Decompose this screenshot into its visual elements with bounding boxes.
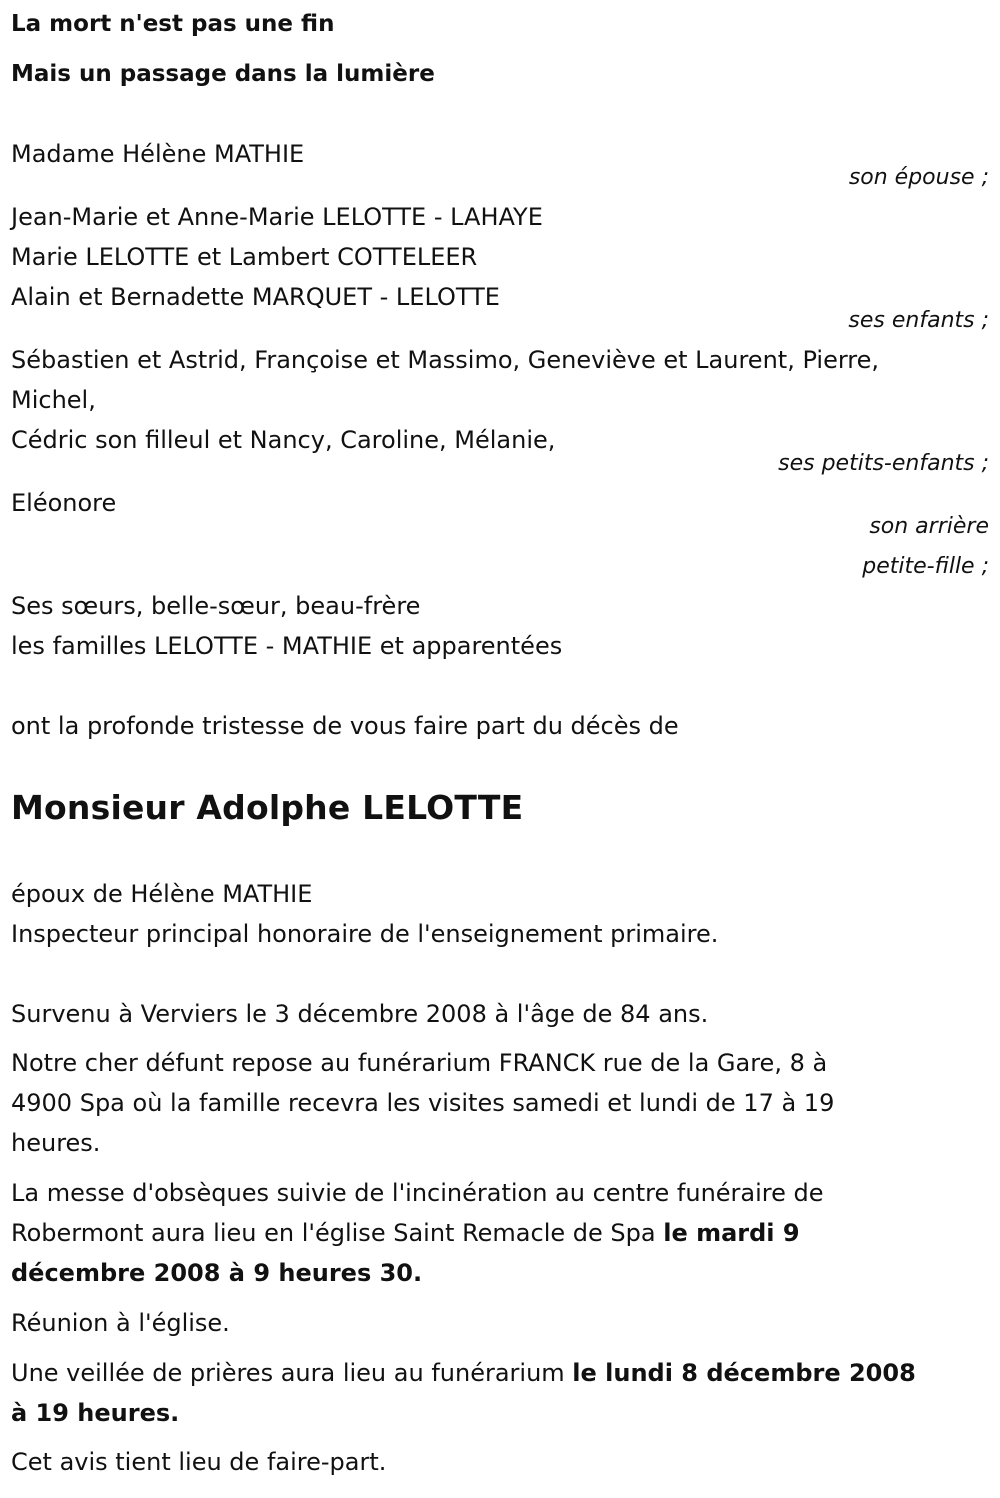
vigil-line-1: [11, 1353, 916, 1393]
meeting-note: Réunion à l'église.: [11, 1309, 230, 1337]
child-1: Jean-Marie et Anne-Marie LELOTTE - LAHAYE: [11, 203, 543, 231]
great-grandchild: Eléonore: [11, 489, 117, 517]
others-line-2: les familles LELOTTE - MATHIE et apparentées: [11, 632, 563, 660]
deceased-name: Monsieur Adolphe LELOTTE: [11, 788, 524, 827]
great-grandchild-role-line-2: petite-fille ;: [862, 554, 989, 579]
mass-date-part-2: décembre 2008 à 9 heures 30.: [11, 1259, 423, 1287]
vigil-line-1-text: Une veillée de prières aura lieu au funérarium: [11, 1359, 573, 1387]
rest-line-2: 4900 Spa où la famille recevra les visites samedi et lundi de 17 à 19: [11, 1089, 835, 1117]
spouse-role: son épouse ;: [848, 165, 989, 190]
mass-line-2: [11, 1213, 800, 1253]
grandchildren-line-2: Michel,: [11, 386, 96, 414]
spouse-name: Madame Hélène MATHIE: [11, 140, 305, 168]
deceased-spouse: époux de Hélène MATHIE: [11, 880, 313, 908]
mass-line-2-text: Robermont aura lieu en l'église Saint Remacle de Spa: [11, 1219, 664, 1247]
death-details: Survenu à Verviers le 3 décembre 2008 à l'âge de 84 ans.: [11, 1000, 709, 1028]
great-grandchild-role-line-1: son arrière: [869, 514, 989, 539]
others-line-1: Ses sœurs, belle-sœur, beau-frère: [11, 592, 421, 620]
closing-note: Cet avis tient lieu de faire-part.: [11, 1448, 387, 1476]
mass-date-part-1: le mardi 9: [663, 1219, 800, 1247]
announcement: ont la profonde tristesse de vous faire part du décès de: [11, 712, 679, 740]
rest-line-3: heures.: [11, 1129, 101, 1157]
child-3: Alain et Bernadette MARQUET - LELOTTE: [11, 283, 500, 311]
motto-line-1: La mort n'est pas une fin: [11, 11, 335, 37]
grandchildren-role: ses petits-enfants ;: [778, 451, 989, 476]
child-2: Marie LELOTTE et Lambert COTTELEER: [11, 243, 478, 271]
mass-line-1: La messe d'obsèques suivie de l'incinération au centre funéraire de: [11, 1179, 824, 1207]
rest-line-1: Notre cher défunt repose au funérarium FRANCK rue de la Gare, 8 à: [11, 1049, 828, 1077]
grandchildren-line-1: Sébastien et Astrid, Françoise et Massimo, Geneviève et Laurent, Pierre,: [11, 346, 880, 374]
children-role: ses enfants ;: [848, 308, 989, 333]
deceased-title: Inspecteur principal honoraire de l'enseignement primaire.: [11, 920, 719, 948]
vigil-date-part-2: à 19 heures.: [11, 1399, 180, 1427]
grandchildren-line-3: Cédric son filleul et Nancy, Caroline, Mélanie,: [11, 426, 556, 454]
motto-line-2: Mais un passage dans la lumière: [11, 61, 435, 87]
vigil-date-part-1: le lundi 8 décembre 2008: [572, 1359, 916, 1387]
